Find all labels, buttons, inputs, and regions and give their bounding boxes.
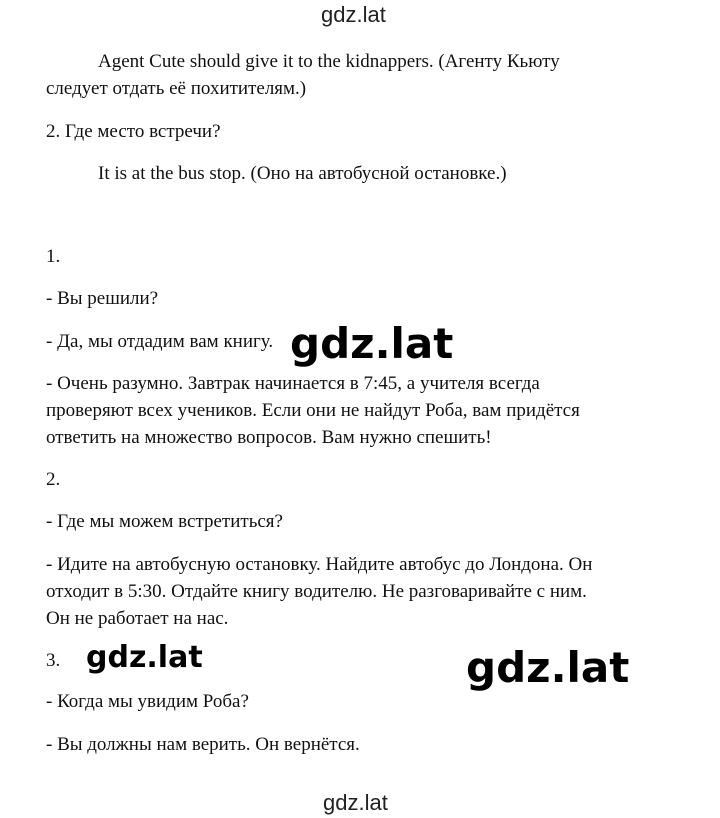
dialogue-line: Он не работает на нас. (46, 608, 229, 629)
watermark-right: gdz.lat (466, 643, 630, 692)
dialogue-line: - Вы решили? (46, 288, 159, 309)
dialogue-line: - Очень разумно. Завтрак начинается в 7:45, а учителя всегда (46, 373, 540, 394)
dialogue-line: отходит в 5:30. Отдайте книгу водителю. Не разговаривайте с ним. (46, 581, 587, 602)
dialogue-line: - Где мы можем встретиться? (46, 511, 283, 532)
question-2: 2. Где место встречи? (46, 121, 221, 142)
dialogue-line: - Идите на автобусную остановку. Найдите автобус до Лондона. Он (46, 554, 593, 575)
dialogue-line: - Когда мы увидим Роба? (46, 691, 249, 712)
dialogue-number-2: 2. (46, 469, 61, 490)
watermark-top: gdz.lat (321, 2, 386, 27)
dialogue-line: проверяют всех учеников. Если они не найдут Роба, вам придётся (46, 400, 580, 421)
watermark-center: gdz.lat (290, 319, 454, 368)
watermark-left: gdz.lat (86, 640, 203, 675)
dialogue-line: - Да, мы отдадим вам книгу. (46, 331, 274, 352)
dialogue-line: - Вы должны нам верить. Он вернётся. (46, 734, 360, 755)
paragraph-line: Agent Cute should give it to the kidnappers. (Агенту Кьюту (98, 51, 560, 72)
dialogue-number-1: 1. (46, 246, 61, 267)
watermark-bottom: gdz.lat (323, 790, 388, 815)
dialogue-line: ответить на множество вопросов. Вам нужно спешить! (46, 427, 492, 448)
paragraph-line: следует отдать её похитителям.) (46, 78, 307, 99)
answer-2: It is at the bus stop. (Оно на автобусной остановке.) (98, 163, 507, 184)
dialogue-number-3: 3. (46, 650, 61, 671)
